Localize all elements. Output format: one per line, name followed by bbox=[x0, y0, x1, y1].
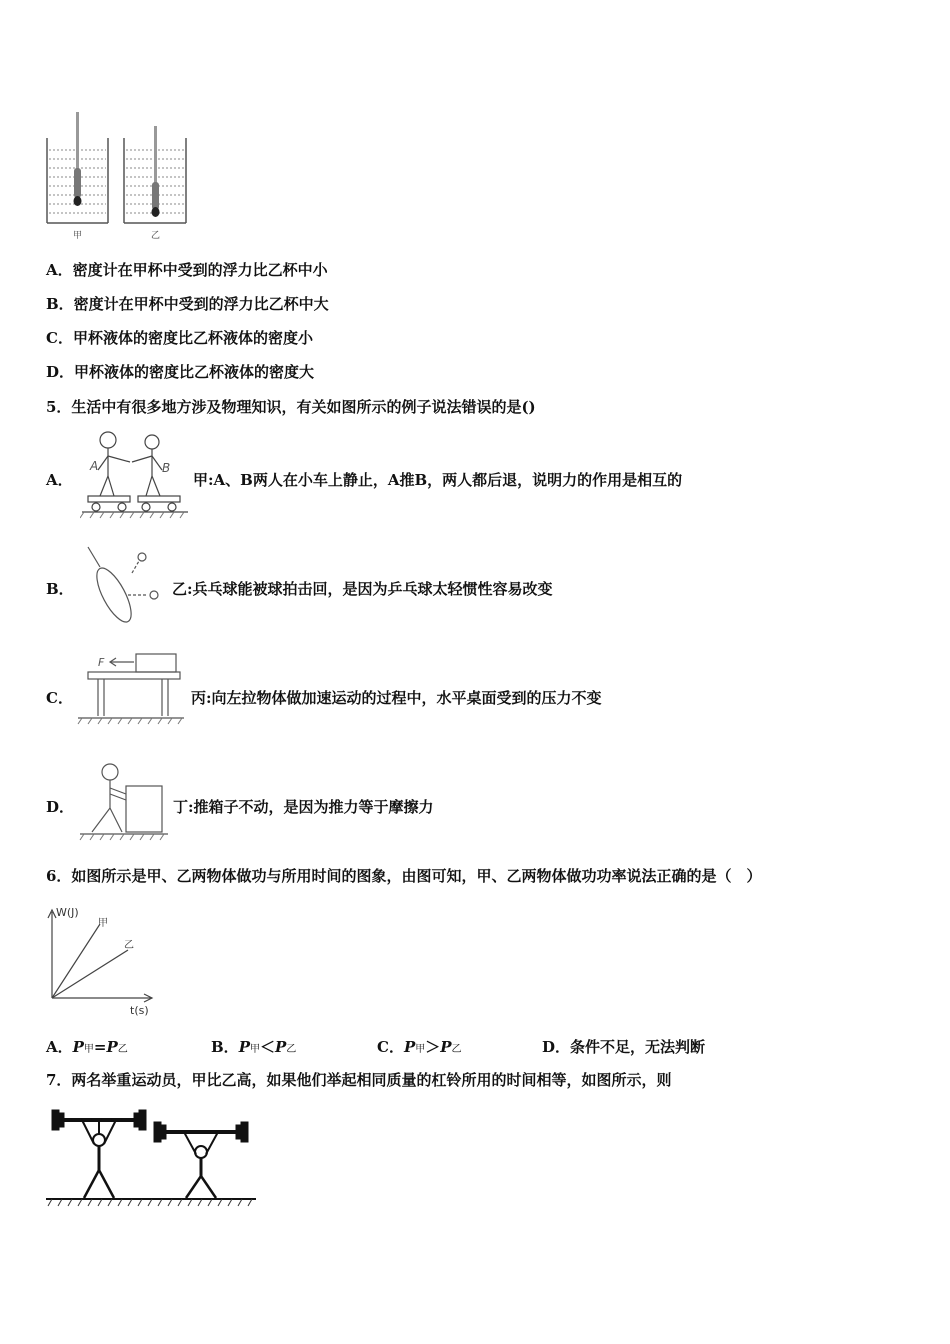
label-jia: 甲 bbox=[73, 231, 83, 241]
force-label-f: F bbox=[98, 656, 105, 669]
label-yi: 乙 bbox=[151, 231, 161, 241]
q6-option-b-s1: 甲 bbox=[249, 1044, 260, 1055]
q6-option-d-letter: D． bbox=[542, 1038, 571, 1056]
q4-option-a: A．密度计在甲杯中受到的浮力比乙杯中小 bbox=[46, 261, 328, 279]
beaker-yi bbox=[124, 126, 186, 223]
q6-option-a-letter: A． bbox=[46, 1038, 73, 1056]
q6-option-b-p1: P bbox=[238, 1038, 250, 1056]
graph-ylabel: W(J) bbox=[56, 906, 79, 919]
q6-option-c bbox=[377, 1036, 462, 1057]
q6-option-a bbox=[46, 1036, 128, 1057]
q6-option-a-p1: P bbox=[72, 1038, 84, 1056]
q6-option-b-letter: B． bbox=[211, 1038, 239, 1056]
q6-option-b-op: ＜ bbox=[259, 1038, 275, 1056]
q5-option-d-text: 丁:推箱子不动，是因为推力等于摩擦力 bbox=[173, 798, 434, 816]
graph-xlabel: t(s) bbox=[130, 1004, 149, 1017]
q6-option-b-p2: P bbox=[274, 1038, 287, 1056]
q6-option-a-s1: 甲 bbox=[83, 1044, 94, 1055]
q5-stem: 5．生活中有很多地方涉及物理知识，有关如图所示的例子说法错误的是() bbox=[46, 398, 536, 416]
q4-option-b: B．密度计在甲杯中受到的浮力比乙杯中大 bbox=[46, 295, 329, 313]
lifter-jia bbox=[52, 1110, 146, 1198]
q5-option-b-text: 乙:兵乓球能被球拍击回，是因为乒乓球太轻惯性容易改变 bbox=[172, 580, 553, 598]
q6-option-c-s1: 甲 bbox=[415, 1044, 426, 1055]
q4-option-c: C．甲杯液体的密度比乙杯液体的密度小 bbox=[46, 329, 313, 347]
q6-option-b bbox=[211, 1036, 296, 1057]
q5-option-c-text: 丙:向左拉物体做加速运动的过程中，水平桌面受到的压力不变 bbox=[191, 689, 602, 707]
q5-option-a-letter: A． bbox=[46, 471, 73, 489]
q6-option-d bbox=[542, 1036, 705, 1057]
work-time-graph bbox=[40, 900, 165, 1020]
weightlifters-figure bbox=[44, 1108, 259, 1208]
lifter-yi bbox=[154, 1122, 248, 1198]
push-box-figure bbox=[78, 760, 170, 845]
graph-line-yi-label: 乙 bbox=[124, 940, 134, 951]
q6-option-b-s2: 乙 bbox=[286, 1044, 297, 1055]
q5-option-b-letter: B． bbox=[46, 580, 74, 598]
q5-option-d-letter: D． bbox=[46, 798, 75, 816]
q6-option-c-p1: P bbox=[403, 1038, 416, 1056]
q7-stem: 7．两名举重运动员，甲比乙高，如果他们举起相同质量的杠铃所用的时间相等，如图所示，则 bbox=[46, 1071, 672, 1089]
q4-option-d: D．甲杯液体的密度比乙杯液体的密度大 bbox=[46, 363, 315, 381]
q6-option-c-op: ＞ bbox=[425, 1038, 441, 1056]
table-pull-block-figure bbox=[76, 652, 186, 727]
q6-option-c-letter: C． bbox=[377, 1038, 404, 1056]
person-label-a: A bbox=[90, 459, 99, 473]
graph-line-jia-label: 甲 bbox=[98, 918, 108, 929]
q6-option-a-p2: P bbox=[106, 1038, 118, 1056]
densimeter-beakers-figure bbox=[40, 108, 200, 243]
line-yi bbox=[52, 950, 128, 998]
two-people-carts-figure bbox=[80, 428, 190, 520]
ping-pong-paddle-figure bbox=[82, 543, 167, 628]
beaker-jia bbox=[47, 112, 108, 223]
q6-option-a-s2: 乙 bbox=[117, 1044, 128, 1055]
q6-option-a-op: = bbox=[93, 1038, 107, 1056]
q6-option-c-p2: P bbox=[440, 1038, 452, 1056]
q6-option-d-text: 条件不足，无法判断 bbox=[570, 1038, 706, 1056]
q5-option-c-letter: C． bbox=[46, 689, 73, 707]
person-label-b: B bbox=[162, 461, 171, 475]
line-jia bbox=[52, 924, 100, 998]
q6-stem: 6．如图所示是甲、乙两物体做功与所用时间的图象，由图可知，甲、乙两物体做功功率说法正确的是（ ） bbox=[46, 867, 762, 885]
q5-option-a-text: 甲:A、B两人在小车上静止，A推B，两人都后退，说明力的作用是相互的 bbox=[193, 471, 683, 489]
q6-option-c-s2: 乙 bbox=[451, 1044, 462, 1055]
